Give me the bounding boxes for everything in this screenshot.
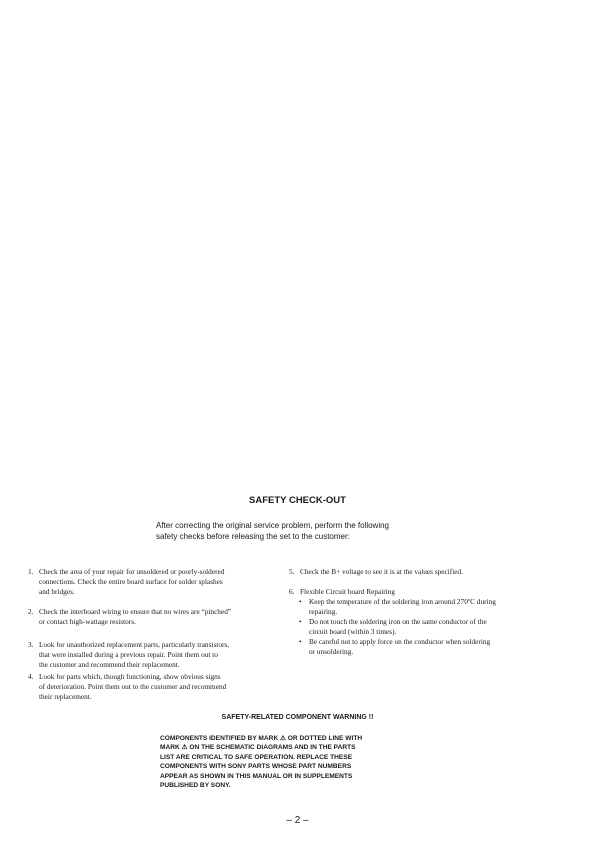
item-line: the customer and recommend their replacement. bbox=[39, 660, 180, 669]
item-line: Look for unauthorized replacement parts, particularly transistors, bbox=[39, 640, 230, 649]
item-number: 6. bbox=[289, 587, 295, 596]
warning-title: SAFETY-RELATED COMPONENT WARNING !! bbox=[221, 714, 374, 721]
item-line: Check the area of your repair for unsoldered or poorly-soldered bbox=[39, 567, 225, 576]
item-number: 4. bbox=[28, 672, 34, 681]
intro-line: safety checks before releasing the set to the customer: bbox=[156, 532, 350, 541]
check-item-4 bbox=[28, 672, 273, 702]
item-line: Check the interboard wiring to ensure that no wires are “pinched” bbox=[39, 607, 232, 616]
item-number: 1. bbox=[28, 567, 34, 576]
bullet-item bbox=[289, 617, 534, 637]
item-line: Flexible Circuit board Repairing bbox=[300, 587, 396, 596]
check-item-3 bbox=[28, 640, 273, 670]
bullet-item bbox=[289, 597, 534, 617]
bullet-item bbox=[289, 637, 534, 657]
bullet-line: circuit board (within 3 times). bbox=[309, 627, 397, 636]
check-item-2 bbox=[28, 607, 273, 627]
left-column bbox=[28, 567, 273, 702]
check-item-1 bbox=[28, 567, 273, 597]
intro-paragraph bbox=[156, 520, 446, 542]
warning-line: MARK ⚠ ON THE SCHEMATIC DIAGRAMS AND IN THE PARTS bbox=[160, 744, 356, 752]
bullet-line: Do not touch the soldering iron on the same conductor of the bbox=[309, 617, 487, 626]
bullet-icon: • bbox=[299, 597, 302, 606]
item-line: Look for parts which, though functioning, show obvious signs bbox=[39, 672, 221, 681]
item-line: their replacement. bbox=[39, 692, 92, 701]
intro-line: After correcting the original service problem, perform the following bbox=[156, 521, 389, 530]
right-column bbox=[289, 567, 534, 657]
check-item-5 bbox=[289, 567, 534, 577]
bullet-line: Be careful not to apply force on the conductor when soldering bbox=[309, 637, 491, 646]
item-number: 3. bbox=[28, 640, 34, 649]
warning-line: PUBLISHED BY SONY. bbox=[160, 782, 231, 790]
warning-line: COMPONENTS WITH SONY PARTS WHOSE PART NUMBERS bbox=[160, 763, 352, 771]
warning-line: APPEAR AS SHOWN IN THIS MANUAL OR IN SUPPLEMENTS bbox=[160, 772, 353, 780]
bullet-line: repairing. bbox=[309, 607, 338, 616]
item-line: Check the B+ voltage to see it is at the values specified. bbox=[300, 567, 463, 576]
item-line: connections. Check the entire board surface for solder splashes bbox=[39, 577, 223, 586]
bullet-line: or unsoldering. bbox=[309, 647, 354, 656]
item-number: 5. bbox=[289, 567, 295, 576]
check-item-6 bbox=[289, 587, 534, 597]
warning-line: COMPONENTS IDENTIFIED BY MARK ⚠ OR DOTTED LINE WITH bbox=[160, 735, 363, 742]
bullet-icon: • bbox=[299, 617, 302, 626]
item-line: or contact high-wattage resistors. bbox=[39, 617, 136, 626]
warning-line: LIST ARE CRITICAL TO SAFE OPERATION. REPLACE THESE bbox=[160, 753, 353, 761]
item-line: of deterioration. Point them out to the customer and recommend bbox=[39, 682, 227, 691]
page-number: – 2 – bbox=[286, 815, 309, 826]
item-number: 2. bbox=[28, 607, 34, 616]
bullet-line: Keep the temperature of the soldering iron around 270ºC during bbox=[309, 597, 496, 606]
bullet-icon: • bbox=[299, 637, 302, 646]
section-title: SAFETY CHECK-OUT bbox=[249, 495, 346, 506]
warning-text bbox=[160, 734, 430, 790]
item-line: that were installed during a previous repair. Point them out to bbox=[39, 650, 218, 659]
item-line: and bridges. bbox=[39, 587, 75, 596]
